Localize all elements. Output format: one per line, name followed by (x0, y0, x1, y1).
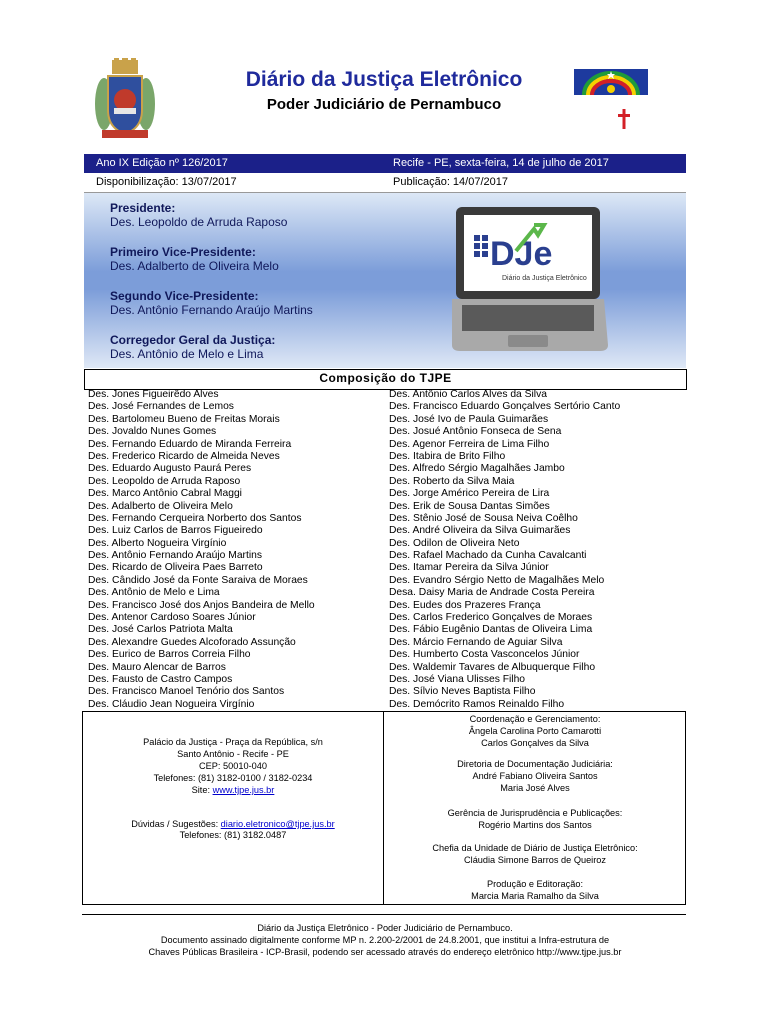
phones-secondary: Telefones: (81) 3182.0487 (179, 830, 287, 840)
member-name: Des. Marco Antônio Cabral Maggi (88, 488, 242, 500)
member-name: Des. José Ivo de Paula Guimarães (389, 413, 549, 425)
site-link[interactable]: www.tjpe.jus.br (212, 785, 275, 795)
bottom-rule (82, 914, 686, 915)
email-link[interactable]: diario.eletronico@tjpe.jus.br (220, 819, 335, 829)
bottom-line-3: Chaves Públicas Brasileira - ICP-Brasil, podendo ser acessado através do endereço eletrônico http://www.tjpe.jus.br (148, 947, 622, 957)
edition-place-date: Recife - PE, sexta-feira, 14 de julho de 2017 (393, 157, 609, 169)
member-name: Des. Antenor Cardoso Soares Júnior (88, 612, 256, 624)
member-name: Des. Humberto Costa Vasconcelos Júnior (389, 649, 580, 661)
member-name: Des. Odilon de Oliveira Neto (389, 537, 520, 549)
member-name: Des. Francisco José dos Anjos Bandeira de Mello (88, 599, 315, 611)
member-name: Des. Carlos Frederico Gonçalves de Moraes (389, 612, 593, 624)
member-name: Des. Jorge Américo Pereira de Lira (389, 488, 550, 500)
member-name: Des. Adalberto de Oliveira Melo (88, 500, 233, 512)
address-city: Santo Antônio - Recife - PE (177, 749, 289, 759)
vp1-role: Primeiro Vice-Presidente: (110, 245, 256, 259)
member-name: Des. Francisco Eduardo Gonçalves Sertório Canto (389, 401, 621, 413)
red-cross-icon (617, 109, 631, 129)
unit-heading: Chefia da Unidade de Diário de Justiça Eletrônico: (432, 843, 638, 853)
member-name: Des. Mauro Alencar de Barros (88, 661, 226, 673)
address-line: Palácio da Justiça - Praça da República, s/n (143, 737, 323, 747)
member-name: Des. Fábio Eugênio Dantas de Oliveira Lima (389, 624, 593, 636)
doubts-label: Dúvidas / Sugestões: (131, 819, 221, 829)
member-name: Des. Antônio Fernando Araújo Martins (88, 550, 263, 562)
laptop-logo: DJe (490, 235, 553, 273)
dates-row (84, 174, 686, 193)
member-name: Des. Jovaldo Nunes Gomes (88, 426, 217, 438)
page-subtitle: Poder Judiciário de Pernambuco (266, 96, 502, 113)
member-name: Des. Frederico Ricardo de Almeida Neves (88, 450, 280, 462)
member-name: Des. Josué Antônio Fonseca de Sena (389, 426, 562, 438)
member-name: Des. Rafael Machado da Cunha Cavalcanti (389, 550, 587, 562)
site-label: Site: (191, 785, 213, 795)
member-name: Desa. Daisy Maria de Andrade Costa Pereira (389, 587, 595, 599)
member-name: Des. Roberto da Silva Maia (389, 475, 515, 487)
member-name: Des. Evandro Sérgio Netto de Magalhães Melo (389, 574, 605, 586)
member-name: Des. Jones Figueirêdo Alves (88, 389, 219, 400)
member-name: Des. Itamar Pereira da Silva Júnior (389, 562, 549, 574)
member-name: Des. José Carlos Patriota Malta (88, 624, 233, 636)
address-phones: Telefones: (81) 3182-0100 / 3182-0234 (153, 773, 313, 783)
coord-heading: Coordenação e Gerenciamento: (469, 714, 601, 724)
member-name: Des. Antônio Carlos Alves da Silva (389, 389, 547, 400)
production-name: Marcia Maria Ramalho da Silva (471, 891, 599, 901)
site-line (84, 785, 382, 795)
vp2-name: Des. Antônio Fernando Araújo Martins (110, 303, 313, 317)
laptop-dje-icon (450, 205, 610, 355)
directorate-name-2: Maria José Alves (500, 783, 570, 793)
member-name: Des. Eurico de Barros Correia Filho (88, 649, 251, 661)
address-cep: CEP: 50010-040 (199, 761, 267, 771)
pernambuco-flag-icon (574, 69, 648, 107)
member-name: Des. Itabira de Brito Filho (389, 450, 506, 462)
doubts-line (84, 819, 382, 829)
corregedor-name: Des. Antônio de Melo e Lima (110, 347, 264, 361)
member-name: Des. Alexandre Guedes Alcoforado Assunção (88, 636, 296, 648)
jurisprudence-name: Rogério Martins dos Santos (478, 820, 592, 830)
member-name: Des. Agenor Ferreira de Lima Filho (389, 438, 550, 450)
member-name: Des. Leopoldo de Arruda Raposo (88, 475, 241, 487)
president-role: Presidente: (110, 201, 176, 215)
bottom-line-1: Diário da Justiça Eletrônico - Poder Judiciário de Pernambuco. (257, 923, 513, 933)
member-name: Des. Cândido José da Fonte Saraiva de Moraes (88, 574, 308, 586)
member-name: Des. Erik de Sousa Dantas Simões (389, 500, 550, 512)
member-name: Des. Alfredo Sérgio Magalhães Jambo (389, 463, 565, 475)
member-name: Des. Waldemir Tavares de Albuquerque Filho (389, 661, 596, 673)
member-name: Des. José Viana Ulisses Filho (389, 673, 526, 685)
bottom-line-2: Documento assinado digitalmente conforme MP n. 2.200-2/2001 de 24.8.2001, que institui a Infra-estrutura de (160, 935, 610, 945)
production-heading: Produção e Editoração: (486, 879, 584, 889)
composition-left-column (88, 389, 378, 711)
directorate-heading: Diretoria de Documentação Judiciária: (457, 759, 613, 769)
member-name: Des. Bartolomeu Bueno de Freitas Morais (88, 413, 280, 425)
member-name: Des. Fernando Cerqueira Norberto dos Santos (88, 512, 302, 524)
member-name: Des. Ricardo de Oliveira Paes Barreto (88, 562, 263, 574)
corregedor-role: Corregedor Geral da Justiça: (110, 333, 276, 347)
unit-name: Cláudia Simone Barros de Queiroz (464, 855, 606, 865)
availability-date: Disponibilização: 13/07/2017 (96, 176, 237, 188)
member-name: Des. Fausto de Castro Campos (88, 673, 233, 685)
member-name: Des. José Fernandes de Lemos (88, 401, 234, 413)
member-name: Des. Demócrito Ramos Reinaldo Filho (389, 698, 565, 710)
member-name: Des. Luiz Carlos de Barros Figueiredo (88, 525, 263, 537)
publication-date: Publicação: 14/07/2017 (393, 176, 508, 188)
member-name: Des. André Oliveira da Silva Guimarães (389, 525, 571, 537)
member-name: Des. Márcio Fernando de Aguiar Silva (389, 636, 563, 648)
member-name: Des. Eudes dos Prazeres França (389, 599, 541, 611)
member-name: Des. Alberto Nogueira Virgínio (88, 537, 227, 549)
composition-title: Composição do TJPE (319, 371, 452, 385)
edition-number: Ano IX Edição nº 126/2017 (96, 157, 228, 169)
member-name: Des. Eduardo Augusto Paurá Peres (88, 463, 252, 475)
vp1-name: Des. Adalberto de Oliveira Melo (110, 259, 279, 273)
footer-divider (383, 711, 384, 905)
page-title: Diário da Justiça Eletrônico (245, 68, 523, 91)
member-name: Des. Stênio José de Sousa Neiva Coêlho (389, 512, 578, 524)
edition-bar (84, 154, 686, 173)
member-name: Des. Francisco Manoel Tenório dos Santos (88, 686, 285, 698)
member-name: Des. Fernando Eduardo de Miranda Ferreira (88, 438, 292, 450)
jurisprudence-heading: Gerência de Jurisprudência e Publicações: (447, 808, 623, 818)
composition-right-column (389, 389, 679, 711)
president-name: Des. Leopoldo de Arruda Raposo (110, 215, 288, 229)
member-name: Des. Sílvio Neves Baptista Filho (389, 686, 536, 698)
coord-name-1: Ângela Carolina Porto Camarotti (468, 726, 602, 736)
member-name: Des. Cláudio Jean Nogueira Virgínio (88, 698, 255, 710)
directorate-name-1: André Fabiano Oliveira Santos (472, 771, 598, 781)
vp2-role: Segundo Vice-Presidente: (110, 289, 259, 303)
coord-name-2: Carlos Gonçalves da Silva (481, 738, 589, 748)
member-name: Des. Antônio de Melo e Lima (88, 587, 220, 599)
laptop-caption: Diário da Justiça Eletrônico (502, 275, 587, 282)
